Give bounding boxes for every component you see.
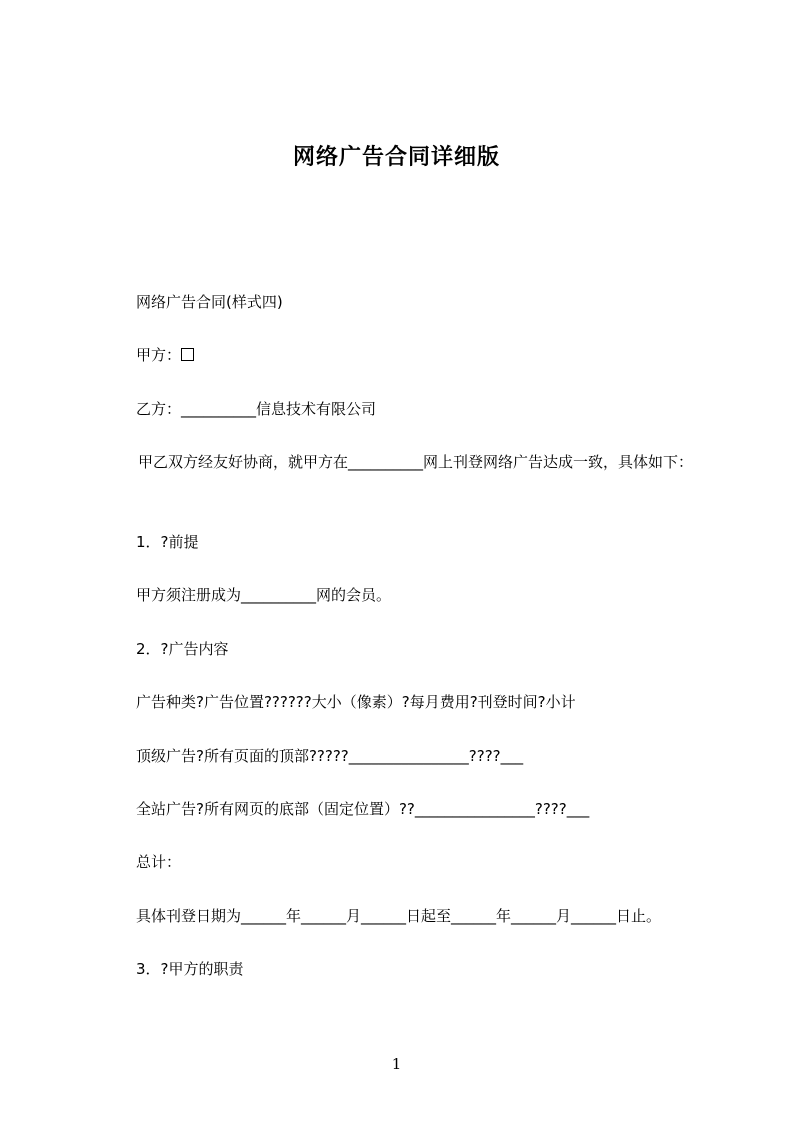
party-b-line: 乙方：__________信息技术有限公司 (136, 400, 377, 418)
ad-table-header: 广告种类?广告位置??????大小（像素）?每月费用?刊登时间?小计 (136, 693, 576, 711)
section-1-heading: 1．?前提 (136, 533, 199, 551)
ad-row-top: 顶级广告?所有页面的顶部?????________________????___ (136, 747, 524, 765)
checkbox-icon (181, 348, 194, 361)
party-a-line (136, 343, 194, 367)
intro-paragraph: 甲乙双方经友好协商，就甲方在__________网上刊登网络广告达成一致，具体如下： (138, 453, 694, 471)
section-1-body: 甲方须注册成为__________网的会员。 (136, 586, 392, 604)
total-line: 总计： (136, 853, 182, 871)
page-number: 1 (391, 1055, 402, 1073)
publish-dates: 具体刊登日期为______年______月______日起至______年______月______日止。 (136, 907, 662, 925)
section-3-heading: 3．?甲方的职责 (136, 960, 244, 978)
document-title: 网络广告合同详细版 (292, 145, 500, 170)
section-2-heading: 2．?广告内容 (136, 640, 229, 658)
ad-row-sitewide: 全站广告?所有网页的底部（固定位置）??________________????___ (136, 800, 590, 818)
party-a-label: 甲方： (136, 346, 182, 364)
contract-subtitle: 网络广告合同(样式四) (136, 293, 283, 311)
